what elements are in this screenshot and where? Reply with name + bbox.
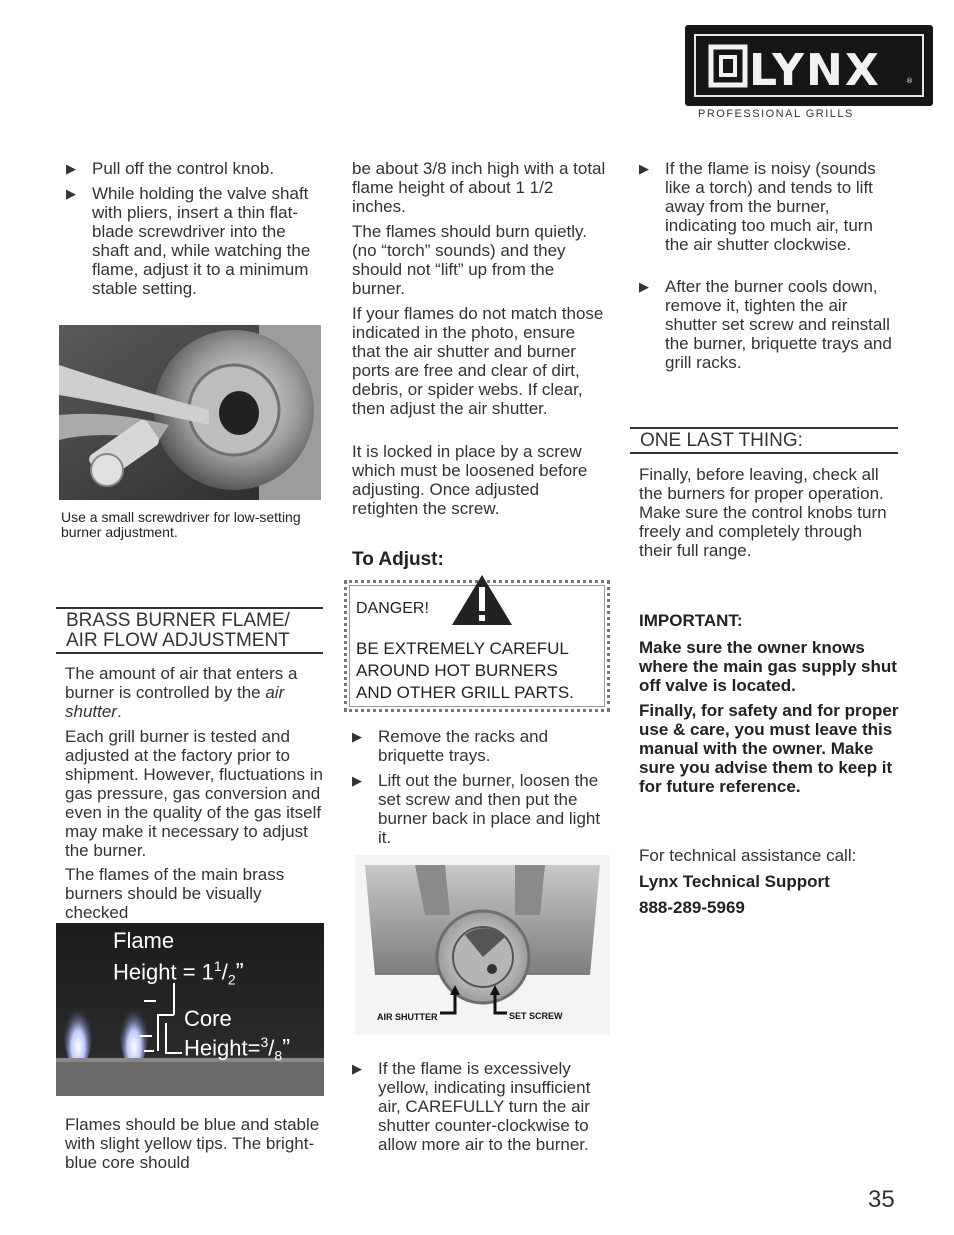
bullet-arrow-icon: ▶ [352,729,362,744]
important-text: Make sure the owner knows where the main gas supply shut off valve is located. [639,638,897,695]
assistance-text: For technical assistance call: [639,846,857,865]
list-item: ▶ After the burner cools down, remove it, tighten the air shutter set screw and reinstall the burner, briquette trays and grill racks. [639,277,892,372]
svg-text:®: ® [906,77,913,85]
paragraph: The amount of air that enters a burner is controlled by the air shutter. [65,664,298,721]
danger-text: BE EXTREMELY CAREFUL AROUND HOT BURNERS AND OTHER GRILL PARTS. [356,639,574,702]
logo-tagline: PROFESSIONAL GRILLS [698,108,854,120]
paragraph: Each grill burner is tested and adjusted at the factory prior to shipment. However, fluctuations in gas pressure, gas conversion and even in the quality of the gas itself may make it necessary to adjust the burner. [65,727,323,860]
lynx-logo-mark [685,25,933,106]
flame-label: Flame [113,928,175,953]
svg-text:LYNX: LYNX [749,45,881,96]
paragraph: The flames should burn quietly. (no “torch” sounds) and they should not “lift” up from the burner. [352,222,587,298]
burner-air-shutter-photo [355,855,610,1035]
flame-height-label: Height = $1^1/_2$” [113,958,244,988]
paragraph: The flames of the main brass burners should be visually checked [65,865,285,922]
important-text: Finally, for safety and for proper use & care, you must leave this manual with the owner. Make sure you advise them to keep it for future reference. [639,701,899,796]
list-item: ▶ Pull off the control knob. [66,159,275,178]
danger-title: DANGER! [356,600,429,617]
core-label: Core [184,1006,232,1031]
important-heading: IMPORTANT: [639,611,743,630]
to-adjust-heading: To Adjust: [352,549,444,570]
list-item: ▶ Lift out the burner, loosen the set screw and then put the burner back in place and light it. [352,771,601,847]
page-number: 35 [868,1186,895,1213]
paragraph: If your flames do not match those indicated in the photo, ensure that the air shutter and burner ports are free and clear of dirt, debris, or spider webs. If clear, then adjust the air shutter. [352,304,604,418]
support-name: Lynx Technical Support [639,872,830,891]
paragraph: Finally, before leaving, check all the burners for proper operation. Make sure the control knobs turn freely and completely through their full range. [639,465,887,560]
set-screw-label: SET SCREW [509,1011,563,1021]
bullet-arrow-icon: ▶ [352,1061,362,1076]
bullet-arrow-icon: ▶ [639,161,649,176]
flame-height-photo [56,923,324,1096]
danger-warning-box [344,580,610,712]
bullet-arrow-icon: ▶ [66,161,76,176]
paragraph: It is locked in place by a screw which must be loosened before adjusting. Once adjusted retighten the screw. [352,442,588,518]
bullet-arrow-icon: ▶ [352,773,362,788]
air-shutter-label: AIR SHUTTER [377,1012,438,1022]
bullet-arrow-icon: ▶ [639,279,649,294]
paragraph: Flames should be blue and stable with slight yellow tips. The bright-blue core should [65,1115,320,1172]
list-item: ▶ Remove the racks and briquette trays. [352,727,549,765]
photo-caption: Use a small screwdriver for low-setting burner adjustment. [61,509,301,540]
valve-adjustment-photo [59,325,321,500]
section-heading: ONE LAST THING: [630,427,898,454]
list-item: ▶ While holding the valve shaft with pliers, insert a thin flat-blade screwdriver into the shaft and, while watching the flame, adjust it to a minimum stable setting. [66,184,311,298]
lynx-logo [685,25,933,106]
warning-triangle-icon [450,573,514,627]
core-height-label: $Height=^3/_8$” [184,1034,291,1064]
list-item: ▶ If the flame is excessively yellow, indicating insufficient air, CAREFULLY turn the air shutter counter-clockwise to allow more air to the burner. [352,1059,591,1154]
section-heading: BRASS BURNER FLAME/ AIR FLOW ADJUSTMENT [56,607,323,654]
bullet-arrow-icon: ▶ [66,186,76,201]
paragraph: be about 3/8 inch high with a total flame height of about 1 1/2 inches. [352,159,606,216]
list-item: ▶ If the flame is noisy (sounds like a torch) and tends to lift away from the burner, indicating too much air, turn the air shutter clockwise. [639,159,876,254]
support-phone: 888-289-5969 [639,898,745,917]
